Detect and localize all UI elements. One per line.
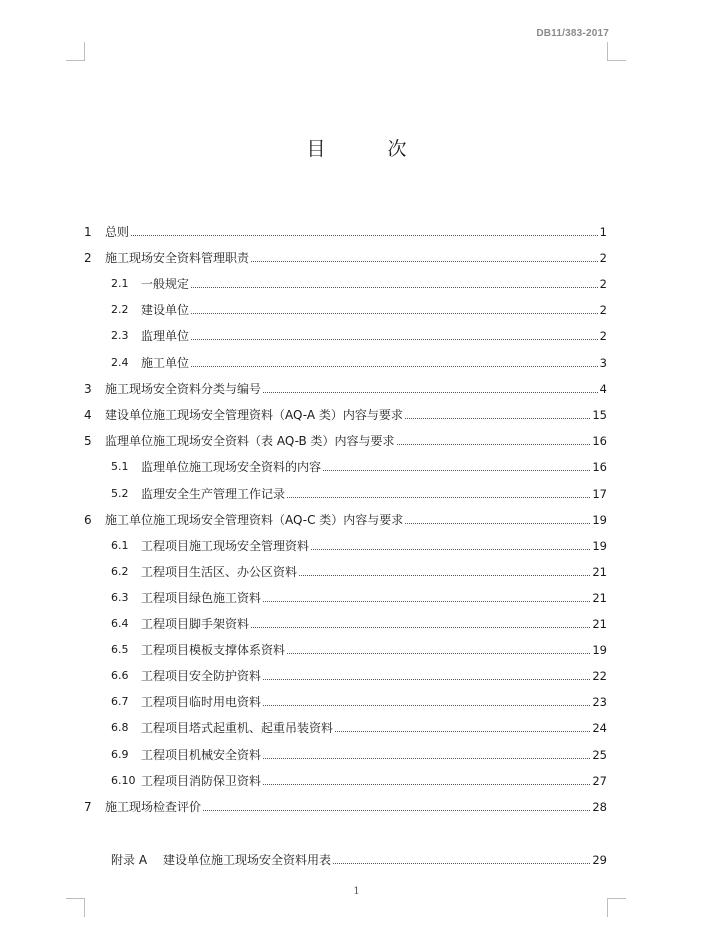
toc-entry[interactable] bbox=[84, 220, 607, 240]
toc-leader-dots bbox=[397, 443, 591, 445]
toc-entry-page: 2 bbox=[599, 277, 607, 291]
toc-entry-label: 施工单位施工现场安全管理资料（AQ-C 类）内容与要求 bbox=[105, 513, 404, 527]
toc-entry-label: 工程项目绿色施工资料 bbox=[141, 591, 262, 605]
toc-entry-label: 施工现场检查评价 bbox=[105, 800, 202, 814]
toc-entry[interactable] bbox=[84, 664, 607, 684]
toc-entry[interactable] bbox=[84, 377, 607, 397]
toc-entry-number: 6.9 bbox=[111, 748, 129, 761]
toc-entry-number: 6 bbox=[84, 513, 92, 527]
toc-entry-page: 25 bbox=[592, 748, 607, 762]
toc-entry-page: 23 bbox=[592, 695, 607, 709]
toc-entry-number: 6.1 bbox=[111, 539, 129, 552]
toc-entry-label: 工程项目塔式起重机、起重吊装资料 bbox=[141, 721, 334, 735]
toc-entry-page: 16 bbox=[592, 460, 607, 474]
toc-leader-dots bbox=[263, 757, 590, 759]
toc-entry-number: 6.3 bbox=[111, 591, 129, 604]
toc-entry-page: 21 bbox=[592, 617, 607, 631]
toc-leader-dots bbox=[335, 730, 590, 732]
toc-title: 目 次 bbox=[306, 138, 435, 160]
toc-entry-number: 2 bbox=[84, 251, 92, 265]
toc-leader-dots bbox=[251, 626, 590, 628]
toc-entry-label: 工程项目安全防护资料 bbox=[141, 669, 262, 683]
document-code: DB11/383-2017 bbox=[536, 28, 609, 39]
toc-entry-label: 施工现场安全资料管理职责 bbox=[105, 251, 250, 265]
toc-entry[interactable] bbox=[84, 612, 607, 632]
toc-entry[interactable] bbox=[84, 743, 607, 763]
toc-entry-page: 19 bbox=[592, 539, 607, 553]
toc-appendix-label: 建设单位施工现场安全资料用表 bbox=[163, 853, 332, 867]
toc-entry[interactable] bbox=[84, 272, 607, 292]
toc-leader-dots bbox=[263, 391, 598, 393]
toc-entry-label: 建设单位 bbox=[141, 303, 190, 317]
toc-leader-dots bbox=[131, 234, 598, 236]
toc-leader-dots bbox=[263, 783, 590, 785]
toc-entry-label: 监理单位施工现场安全资料（表 AQ-B 类）内容与要求 bbox=[105, 434, 395, 448]
toc-entry-number: 2.2 bbox=[111, 303, 129, 316]
toc-entry-number: 2.3 bbox=[111, 329, 129, 342]
crop-mark-top-right bbox=[607, 42, 626, 61]
toc-leader-dots bbox=[287, 652, 590, 654]
toc-entry[interactable] bbox=[84, 351, 607, 371]
toc-entry-page: 27 bbox=[592, 774, 607, 788]
toc-entry-number: 6.7 bbox=[111, 695, 129, 708]
toc-entry-page: 1 bbox=[599, 225, 607, 239]
toc-entry-label: 工程项目临时用电资料 bbox=[141, 695, 262, 709]
toc-appendix-entry[interactable] bbox=[84, 848, 607, 868]
toc-entry-number: 5 bbox=[84, 434, 92, 448]
toc-entry[interactable] bbox=[84, 455, 607, 475]
toc-entry-label: 施工单位 bbox=[141, 356, 190, 370]
toc-leader-dots bbox=[405, 417, 590, 419]
toc-leader-dots bbox=[191, 365, 598, 367]
toc-entry-number: 6.10 bbox=[111, 774, 136, 787]
toc-entry-number: 2.1 bbox=[111, 277, 129, 290]
toc-entry-number: 4 bbox=[84, 408, 92, 422]
toc-entry-page: 3 bbox=[599, 356, 607, 370]
toc-entry[interactable] bbox=[84, 534, 607, 554]
toc-appendix-page: 29 bbox=[592, 853, 607, 867]
toc-entry-number: 7 bbox=[84, 800, 92, 814]
toc-entry-page: 21 bbox=[592, 591, 607, 605]
toc-leader-dots bbox=[263, 678, 590, 680]
toc-entry-number: 6.5 bbox=[111, 643, 129, 656]
toc-entry[interactable] bbox=[84, 716, 607, 736]
crop-mark-bottom-right bbox=[607, 898, 626, 917]
toc-entry-label: 一般规定 bbox=[141, 277, 190, 291]
toc-entry-number: 6.6 bbox=[111, 669, 129, 682]
toc-leader-dots bbox=[311, 548, 590, 550]
toc-entry[interactable] bbox=[84, 324, 607, 344]
crop-mark-top-left bbox=[66, 42, 85, 61]
toc-entry-label: 建设单位施工现场安全管理资料（AQ-A 类）内容与要求 bbox=[105, 408, 403, 422]
toc-entry[interactable] bbox=[84, 690, 607, 710]
toc-entry-label: 工程项目脚手架资料 bbox=[141, 617, 250, 631]
toc-entry-page: 2 bbox=[599, 251, 607, 265]
toc-entry-page: 21 bbox=[592, 565, 607, 579]
toc-entry-number: 6.2 bbox=[111, 565, 129, 578]
toc-leader-dots bbox=[263, 600, 590, 602]
toc-entry-label: 工程项目消防保卫资料 bbox=[141, 774, 262, 788]
toc-leader-dots bbox=[191, 338, 598, 340]
toc-entry-page: 2 bbox=[599, 303, 607, 317]
toc-entry-number: 6.8 bbox=[111, 721, 129, 734]
toc-entry-number: 5.1 bbox=[111, 460, 129, 473]
toc-entry-page: 16 bbox=[592, 434, 607, 448]
toc-entry-label: 工程项目生活区、办公区资料 bbox=[141, 565, 298, 579]
toc-entry-page: 28 bbox=[592, 800, 607, 814]
toc-entry[interactable] bbox=[84, 638, 607, 658]
toc-entry-page: 19 bbox=[592, 643, 607, 657]
toc-entry-page: 17 bbox=[592, 487, 607, 501]
toc-leader-dots bbox=[323, 469, 590, 471]
toc-entry-number: 1 bbox=[84, 225, 92, 239]
toc-entry-label: 监理单位 bbox=[141, 329, 190, 343]
toc-entry-number: 6.4 bbox=[111, 617, 129, 630]
toc-leader-dots bbox=[191, 286, 598, 288]
toc-entry-number: 2.4 bbox=[111, 356, 129, 369]
toc-leader-dots bbox=[287, 496, 590, 498]
toc-leader-dots bbox=[191, 312, 598, 314]
toc-entry-page: 15 bbox=[592, 408, 607, 422]
toc-leader-dots bbox=[299, 574, 590, 576]
toc-leader-dots bbox=[263, 704, 590, 706]
toc-entry[interactable] bbox=[84, 560, 607, 580]
toc-entry-number: 5.2 bbox=[111, 487, 129, 500]
toc-leader-dots bbox=[405, 522, 590, 524]
toc-leader-dots bbox=[333, 862, 590, 864]
toc-entry[interactable] bbox=[84, 246, 607, 266]
toc-appendix-number: 附录 A bbox=[111, 853, 148, 867]
toc-entry[interactable] bbox=[84, 508, 607, 528]
toc-entry[interactable] bbox=[84, 429, 607, 449]
toc-entry[interactable] bbox=[84, 403, 607, 423]
toc-entry[interactable] bbox=[84, 482, 607, 502]
toc-leader-dots bbox=[251, 260, 598, 262]
toc-entry-page: 22 bbox=[592, 669, 607, 683]
toc-entry-number: 3 bbox=[84, 382, 92, 396]
toc-entry-page: 19 bbox=[592, 513, 607, 527]
crop-mark-bottom-left bbox=[66, 898, 85, 917]
toc-entry-label: 施工现场安全资料分类与编号 bbox=[105, 382, 262, 396]
toc-entry-label: 工程项目机械安全资料 bbox=[141, 748, 262, 762]
toc-entry[interactable] bbox=[84, 769, 607, 789]
toc-leader-dots bbox=[203, 809, 590, 811]
toc-entry-page: 2 bbox=[599, 329, 607, 343]
toc-entry-label: 监理单位施工现场安全资料的内容 bbox=[141, 460, 322, 474]
toc-entry-label: 总则 bbox=[105, 225, 130, 239]
toc-entry-page: 24 bbox=[592, 721, 607, 735]
toc-entry-label: 工程项目模板支撑体系资料 bbox=[141, 643, 286, 657]
toc-entry-page: 4 bbox=[599, 382, 607, 396]
toc-entry[interactable] bbox=[84, 298, 607, 318]
page-number: 1 bbox=[353, 886, 360, 897]
toc-entry-label: 工程项目施工现场安全管理资料 bbox=[141, 539, 310, 553]
toc-entry[interactable] bbox=[84, 586, 607, 606]
toc-entry[interactable] bbox=[84, 795, 607, 815]
toc-entry-label: 监理安全生产管理工作记录 bbox=[141, 487, 286, 501]
